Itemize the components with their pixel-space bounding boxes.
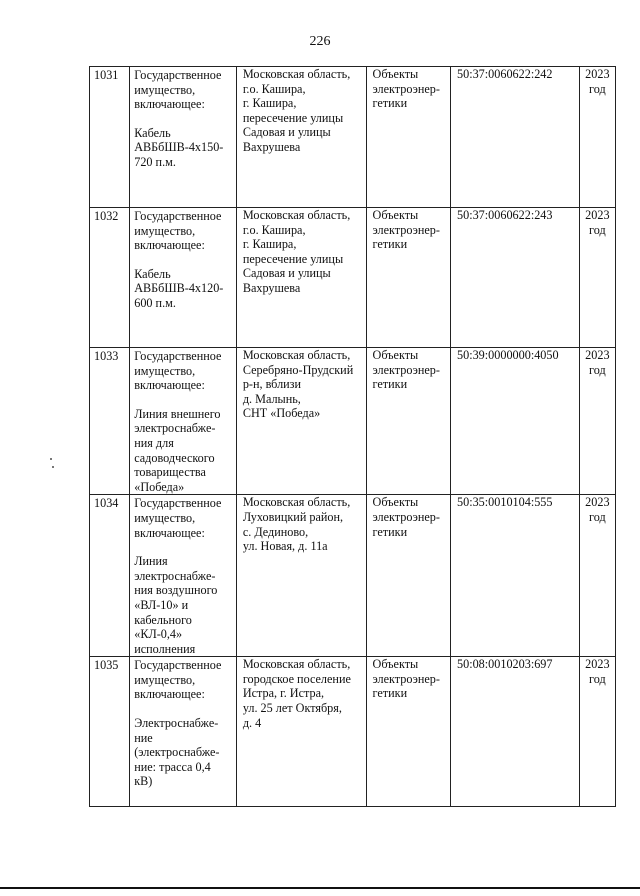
property-heading: Государственное имущество, включающее:: [134, 496, 222, 540]
address: Московская область, Луховицкий район, с. Дединово, ул. Новая, д. 11а: [242, 495, 351, 554]
address-cell: [236, 495, 366, 657]
object-type: Объекты электроэнер- гетики: [372, 657, 440, 701]
address-cell: [236, 348, 366, 495]
property-name-cell: [130, 67, 237, 208]
property-name-cell: [130, 208, 237, 348]
cadastral-cell: [451, 657, 580, 807]
year-cell: [579, 348, 615, 495]
address: Московская область, городское поселение Истра, г. Истра, ул. 25 лет Октября, д. 4: [242, 657, 351, 730]
property-description: Кабель АВБбШВ-4х120- 600 п.м.: [134, 266, 224, 310]
year: 2023 год: [585, 208, 610, 237]
row-number-cell: [90, 657, 130, 807]
scan-artifact: [52, 466, 54, 468]
object-type: Объекты электроэнер- гетики: [372, 495, 440, 539]
row-number: 1031: [94, 68, 119, 82]
cadastral-cell: [451, 495, 580, 657]
scan-artifact: [50, 458, 52, 460]
address: Московская область, г.о. Кашира, г. Кашира, пересечение улицы Садовая и улицы Вахрушева: [242, 67, 351, 154]
row-number: 1033: [94, 349, 119, 363]
address: Московская область, г.о. Кашира, г. Кашира, пересечение улицы Садовая и улицы Вахрушева: [242, 208, 351, 295]
property-heading: Государственное имущество, включающее:: [134, 658, 222, 702]
property-description: Линия электроснабже- ния воздушного «ВЛ-10» и кабельного «КЛ-0,4» исполнения: [134, 554, 218, 656]
table-row: [90, 495, 616, 657]
type-cell: [366, 495, 450, 657]
cadastral-cell: [451, 348, 580, 495]
property-heading: Государственное имущество, включающее:: [134, 349, 222, 393]
address-cell: [236, 67, 366, 208]
address-cell: [236, 208, 366, 348]
row-number: 1035: [94, 658, 119, 673]
cadastral-number: 50:08:0010203:697: [457, 657, 553, 672]
row-number-cell: [90, 495, 130, 657]
row-number: 1032: [94, 209, 119, 223]
row-number-cell: [90, 348, 130, 495]
year: 2023 год: [585, 67, 610, 96]
object-type: Объекты электроэнер- гетики: [372, 67, 440, 111]
object-type: Объекты электроэнер- гетики: [372, 348, 440, 392]
cadastral-cell: [451, 208, 580, 348]
property-heading: Государственное имущество, включающее:: [134, 209, 222, 253]
year: 2023 год: [585, 348, 610, 377]
year-cell: [579, 657, 615, 807]
year: 2023 год: [585, 495, 610, 524]
address-cell: [236, 657, 366, 807]
object-type: Объекты электроэнер- гетики: [372, 208, 440, 252]
property-table: [89, 66, 616, 807]
cadastral-number: 50:37:0060622:242: [457, 67, 553, 81]
property-description: Электроснабже- ние (электроснабже- ние: трасса 0,4 кВ): [134, 716, 220, 789]
year-cell: [579, 495, 615, 657]
table-row: [90, 208, 616, 348]
cadastral-number: 50:37:0060622:243: [457, 208, 553, 222]
property-name-cell: [130, 657, 237, 807]
type-cell: [366, 67, 450, 208]
property-name-cell: [130, 495, 237, 657]
property-name-cell: [130, 348, 237, 495]
year-cell: [579, 67, 615, 208]
cadastral-number: 50:35:0010104:555: [457, 495, 553, 510]
type-cell: [366, 208, 450, 348]
year: 2023 год: [585, 657, 610, 686]
year-cell: [579, 208, 615, 348]
cadastral-cell: [451, 67, 580, 208]
property-description: Линия внешнего электроснабже- ния для садоводческого товарищества «Победа»: [134, 406, 221, 494]
property-heading: Государственное имущество, включающее:: [134, 68, 222, 112]
table-row: [90, 657, 616, 807]
scan-edge-line: [0, 887, 640, 889]
cadastral-number: 50:39:0000000:4050: [457, 348, 559, 362]
table-row: [90, 67, 616, 208]
row-number: 1034: [94, 496, 119, 511]
page-number: 226: [309, 34, 331, 49]
table-row: [90, 348, 616, 495]
row-number-cell: [90, 208, 130, 348]
type-cell: [366, 657, 450, 807]
address: Московская область, Серебряно-Прудский р-н, вблизи д. Малынь, СНТ «Победа»: [242, 348, 354, 421]
type-cell: [366, 348, 450, 495]
property-description: Кабель АВБбШВ-4х150- 720 п.м.: [134, 125, 224, 169]
row-number-cell: [90, 67, 130, 208]
